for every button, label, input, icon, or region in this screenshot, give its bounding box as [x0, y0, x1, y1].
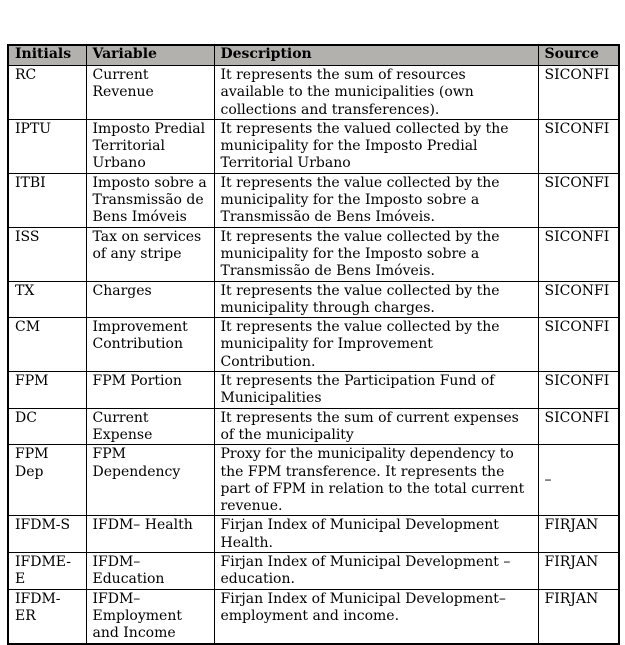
variable-cell: Imposto sobre a Transmissão de Bens Imóveis [86, 173, 214, 227]
description-cell: It represents the value collected by the municipality through charges. [214, 281, 538, 318]
initials-cell: CM [8, 318, 86, 372]
initials-cell: IPTU [8, 119, 86, 173]
variable-cell: Charges [86, 281, 214, 318]
variables-table [7, 44, 620, 645]
source-cell: SICONFI [538, 281, 619, 318]
source-cell: SICONFI [538, 408, 619, 445]
variable-cell: IFDM– Education [86, 553, 214, 590]
variable-cell: FPM Portion [86, 372, 214, 409]
source-cell: SICONFI [538, 66, 619, 120]
variable-cell: IFDM–Employment and Income [86, 589, 214, 643]
table-row [8, 589, 619, 643]
variable-cell: IFDM– Health [86, 516, 214, 553]
table-row [8, 227, 619, 281]
source-cell: – [538, 445, 619, 516]
header-row [8, 45, 619, 66]
variable-cell: Current Revenue [86, 66, 214, 120]
initials-cell: FPM [8, 372, 86, 409]
source-cell: SICONFI [538, 119, 619, 173]
description-cell: It represents the value collected by the municipality for the Imposto sobre a Transmissão de Bens Imóveis. [214, 173, 538, 227]
description-cell: It represents the valued collected by the municipality for the Imposto Predial Territorial Urbano [214, 119, 538, 173]
table-row [8, 372, 619, 409]
description-cell: It represents the sum of resources available to the municipalities (own collections and transferences). [214, 66, 538, 120]
description-cell: It represents the Participation Fund of Municipalities [214, 372, 538, 409]
description-cell: Firjan Index of Municipal Development–employment and income. [214, 589, 538, 643]
source-cell: SICONFI [538, 227, 619, 281]
table-row [8, 281, 619, 318]
variable-cell: Improvement Contribution [86, 318, 214, 372]
table-row [8, 66, 619, 120]
initials-cell: ITBI [8, 173, 86, 227]
table-body [8, 66, 619, 644]
table-header [8, 45, 619, 66]
variable-cell: Imposto Predial Territorial Urbano [86, 119, 214, 173]
initials-cell: ISS [8, 227, 86, 281]
description-cell: It represents the value collected by the municipality for the Imposto sobre a Transmissão de Bens Imóveis. [214, 227, 538, 281]
initials-cell: DC [8, 408, 86, 445]
initials-cell: IFDM-ER [8, 589, 86, 643]
table-row [8, 553, 619, 590]
source-cell: FIRJAN [538, 516, 619, 553]
table-row [8, 173, 619, 227]
source-cell: FIRJAN [538, 589, 619, 643]
description-cell: Firjan Index of Municipal Development – education. [214, 553, 538, 590]
variable-cell: FPM Dependency [86, 445, 214, 516]
description-cell: Proxy for the municipality dependency to the FPM transference. It represents the part of FPM in relation to the total current revenue. [214, 445, 538, 516]
description-cell: It represents the value collected by the municipality for Improvement Contribution. [214, 318, 538, 372]
initials-cell: RC [8, 66, 86, 120]
initials-cell: TX [8, 281, 86, 318]
source-cell: FIRJAN [538, 553, 619, 590]
column-header-initials: Initials [8, 45, 86, 66]
column-header-description: Description [214, 45, 538, 66]
column-header-source: Source [538, 45, 619, 66]
table-row [8, 119, 619, 173]
column-header-variable: Variable [86, 45, 214, 66]
initials-cell: IFDM-S [8, 516, 86, 553]
description-cell: Firjan Index of Municipal Development Health. [214, 516, 538, 553]
source-cell: SICONFI [538, 318, 619, 372]
source-cell: SICONFI [538, 173, 619, 227]
table-row [8, 408, 619, 445]
source-cell: SICONFI [538, 372, 619, 409]
initials-cell: IFDME-E [8, 553, 86, 590]
initials-cell: FPM Dep [8, 445, 86, 516]
description-cell: It represents the sum of current expenses of the municipality [214, 408, 538, 445]
table-row [8, 318, 619, 372]
variable-cell: Current Expense [86, 408, 214, 445]
table-row [8, 516, 619, 553]
variable-cell: Tax on services of any stripe [86, 227, 214, 281]
table-row [8, 445, 619, 516]
